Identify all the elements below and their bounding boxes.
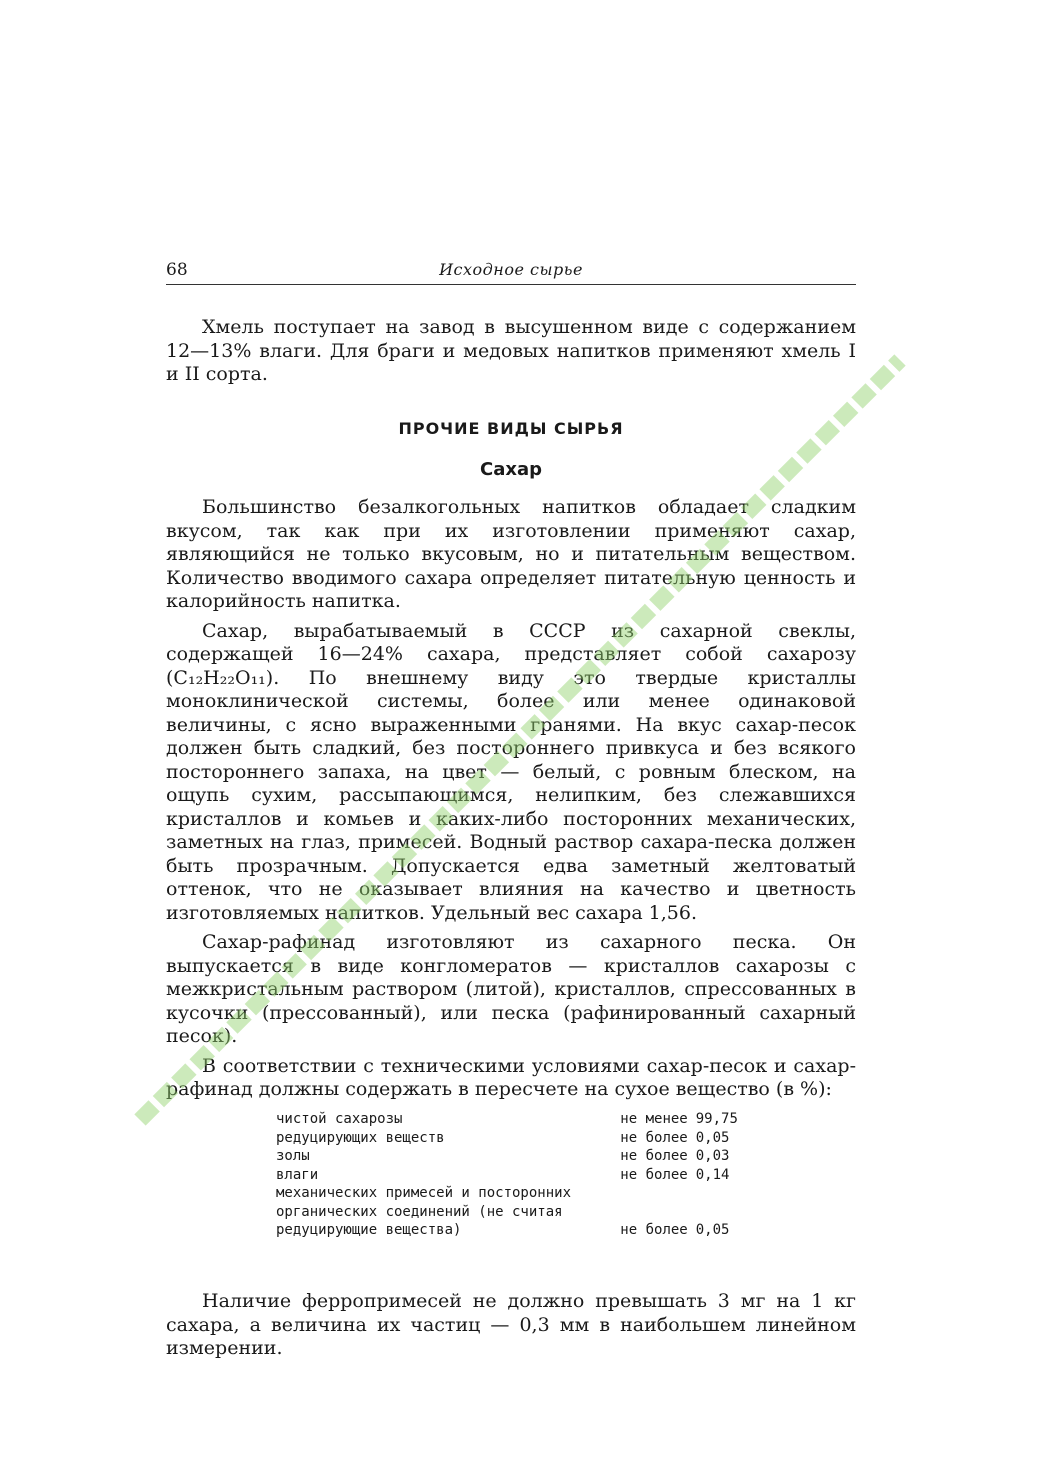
section-heading: ПРОЧИЕ ВИДЫ СЫРЬЯ — [398, 419, 624, 438]
table-row — [276, 1129, 756, 1148]
spec-condition: не более — [620, 1129, 688, 1146]
table-row — [276, 1147, 756, 1166]
section-subheading: Сахар — [480, 459, 542, 480]
sugar-section-body — [166, 496, 856, 1102]
spec-value: 0,05 — [695, 1222, 730, 1238]
spec-value: 0,14 — [695, 1166, 730, 1183]
intro-paragraph-block — [166, 316, 856, 387]
paragraph: Сахар, вырабатываемый в СССР из сахарной свеклы, содержащей 16—24% сахара, представляет собой сахарозу (C₁₂H₂₂O₁₁). По внешнему виду это твердые кристаллы моноклинической системы, более или менее одинаковой величины, с ясно выраженными гранями. На вкус сахар-песок должен быть сладкий, без постороннего привкуса и без всякого постороннего запаха, на цвет — белый, с ровным блеском, на ощупь сухим, рассыпающимся, нелипким, без слежавшихся кристаллов и комьев и каких-либо посторонних механических, заметных на глаз, примесей. Водный раствор сахара-песка должен быть прозрачным. Допускается едва заметный желтоватый оттенок, что не оказывает влияния на качество и цветность изготовляемых напитков. Удельный вес сахара 1,56. — [166, 619, 856, 924]
spec-name: чистой сахарозы — [276, 1111, 403, 1127]
page-number: 68 — [166, 260, 188, 280]
paragraph: Большинство безалкогольных напитков обладает сладким вкусом, так как при их изготовлении применяют сахар, являющийся не только вкусовым, но и питательным веществом. Количество вводимого сахара определяет питательную ценность и калорийность напитка. — [166, 496, 856, 612]
spec-condition: не более — [620, 1222, 688, 1238]
spec-condition: не более — [620, 1166, 688, 1183]
intro-paragraph: Хмель поступает на завод в высушенном виде с содержанием 12—13% влаги. Для браги и медовых напитков применяют хмель I и II сорта. — [166, 316, 856, 385]
spec-value: 99,75 — [695, 1111, 738, 1127]
spec-condition: не менее — [620, 1111, 688, 1127]
running-header — [166, 258, 856, 285]
spec-name: механических примесей и посторонних органических соединений (не считая редуцирующие вещества) — [276, 1185, 572, 1238]
composition-spec-table — [276, 1110, 756, 1240]
running-title: Исходное сырье — [439, 260, 583, 279]
paragraph: Сахар-рафинад изготовляют из сахарного песка. Он выпускается в виде конгломератов — кристаллов сахарозы с межкристальным раствором (литой), кристаллов, спрессованных в кусочки (прессованный), или песка (рафинированный сахарный песок). — [166, 931, 856, 1047]
spec-value: 0,05 — [695, 1129, 730, 1146]
spec-name: редуцирующих веществ — [276, 1129, 445, 1146]
table-row — [276, 1110, 756, 1129]
paragraph: В соответствии с техническими условиями сахар-песок и сахар-рафинад должны содержать в пересчете на сухое вещество (в %): — [166, 1054, 856, 1100]
spec-name: влаги — [276, 1166, 319, 1183]
spec-name: золы — [276, 1148, 310, 1164]
spec-condition: не более — [620, 1148, 688, 1164]
closing-paragraph-block — [166, 1290, 856, 1361]
closing-paragraph: Наличие ферропримесей не должно превышать 3 мг на 1 кг сахара, а величина их частиц — 0,3 мм в наибольшем линейном измерении. — [166, 1290, 856, 1359]
table-row — [276, 1166, 756, 1185]
table-row — [276, 1184, 756, 1240]
spec-value: 0,03 — [695, 1148, 730, 1164]
